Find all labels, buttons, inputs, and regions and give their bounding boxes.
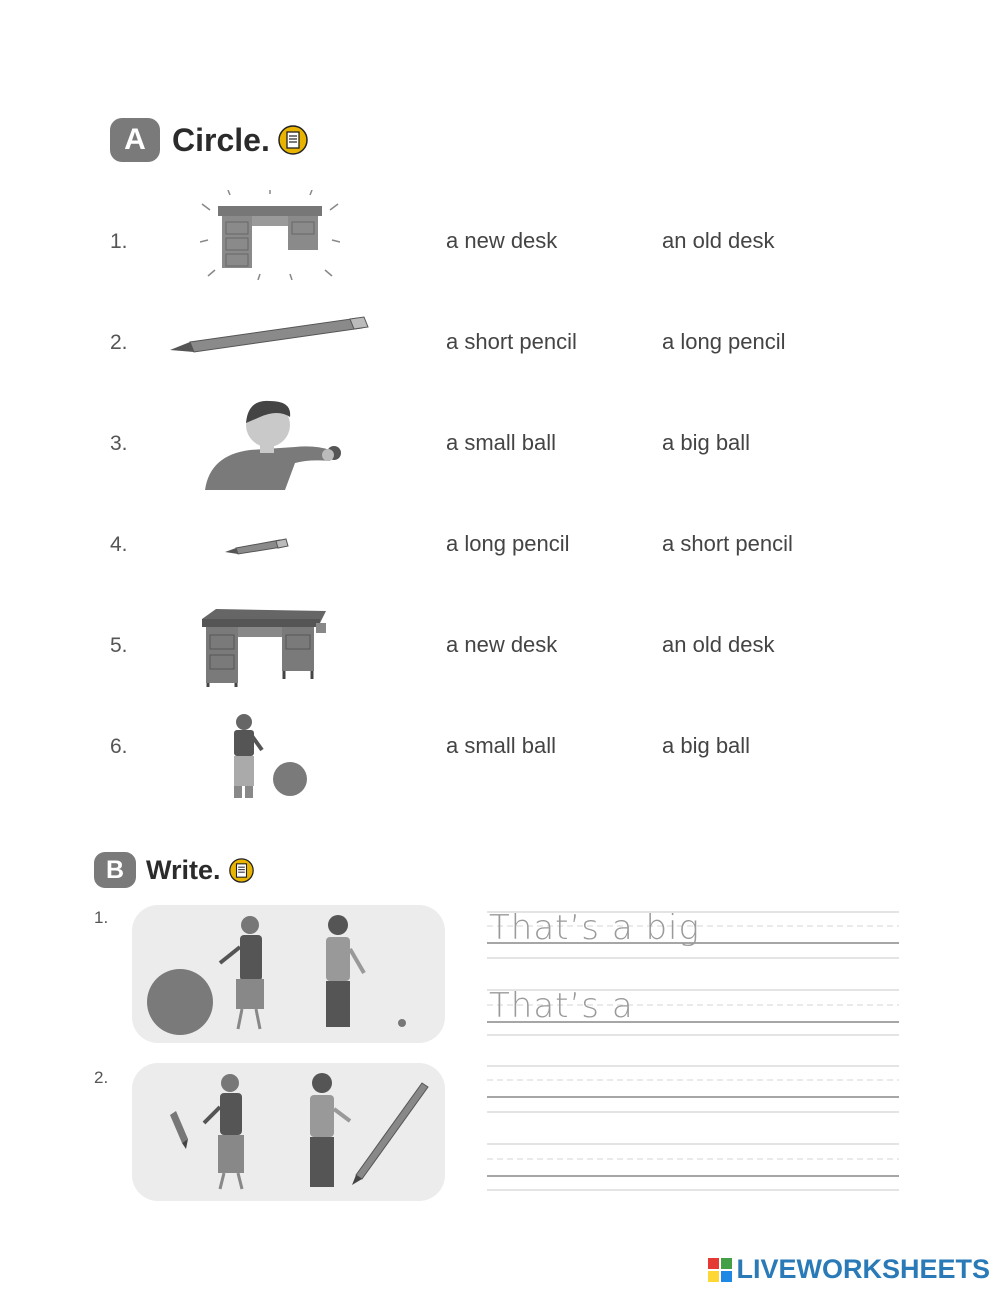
item-number: 4. [110, 533, 128, 556]
item-number: 6. [110, 735, 128, 758]
item-number: 1. [110, 230, 128, 253]
boy-big-ball-image [218, 712, 314, 802]
option-b-5[interactable]: an old desk [662, 632, 775, 657]
scene-image-1 [132, 905, 445, 1043]
writing-line-1-2[interactable]: That’s a [489, 986, 634, 1026]
short-pencil-image [224, 536, 290, 556]
brand-name: LIVEWORKSHEETS [736, 1254, 990, 1284]
section-b-title: Write. [146, 854, 221, 885]
section-b-header [94, 852, 254, 888]
section-a-title: Circle. [172, 121, 270, 158]
section-a-header [110, 118, 308, 162]
item-number: 2. [94, 1068, 109, 1087]
book-icon [278, 125, 308, 155]
liveworksheets-brand [708, 1254, 990, 1285]
option-b-2[interactable]: a long pencil [662, 329, 786, 354]
writing-line-1-1[interactable]: That’s a big [489, 908, 700, 948]
option-b-3[interactable]: a big ball [662, 430, 751, 455]
option-a-2[interactable]: a short pencil [446, 329, 577, 354]
old-desk-image [196, 607, 331, 689]
section-b-badge: B [94, 852, 136, 888]
liveworksheets-logo-icon [708, 1258, 732, 1282]
item-number: 3. [110, 432, 128, 455]
option-a-3[interactable]: a small ball [446, 430, 557, 455]
new-desk-image [200, 190, 340, 280]
writing-line-2-2[interactable] [489, 1142, 899, 1182]
item-number: 1. [94, 908, 109, 927]
long-pencil-image [168, 312, 373, 360]
writing-line-2-1[interactable] [489, 1064, 899, 1104]
option-b-4[interactable]: a short pencil [662, 531, 793, 556]
item-number: 5. [110, 634, 128, 657]
option-a-1[interactable]: a new desk [446, 228, 558, 253]
scene-image-2 [132, 1063, 445, 1201]
book-icon [229, 858, 254, 883]
option-a-5[interactable]: a new desk [446, 632, 558, 657]
option-b-1[interactable]: an old desk [662, 228, 775, 253]
item-number: 2. [110, 331, 128, 354]
option-a-4[interactable]: a long pencil [446, 531, 570, 556]
option-b-6[interactable]: a big ball [662, 733, 751, 758]
option-a-6[interactable]: a small ball [446, 733, 557, 758]
boy-small-ball-image [200, 395, 355, 490]
section-a-badge: A [110, 118, 160, 162]
